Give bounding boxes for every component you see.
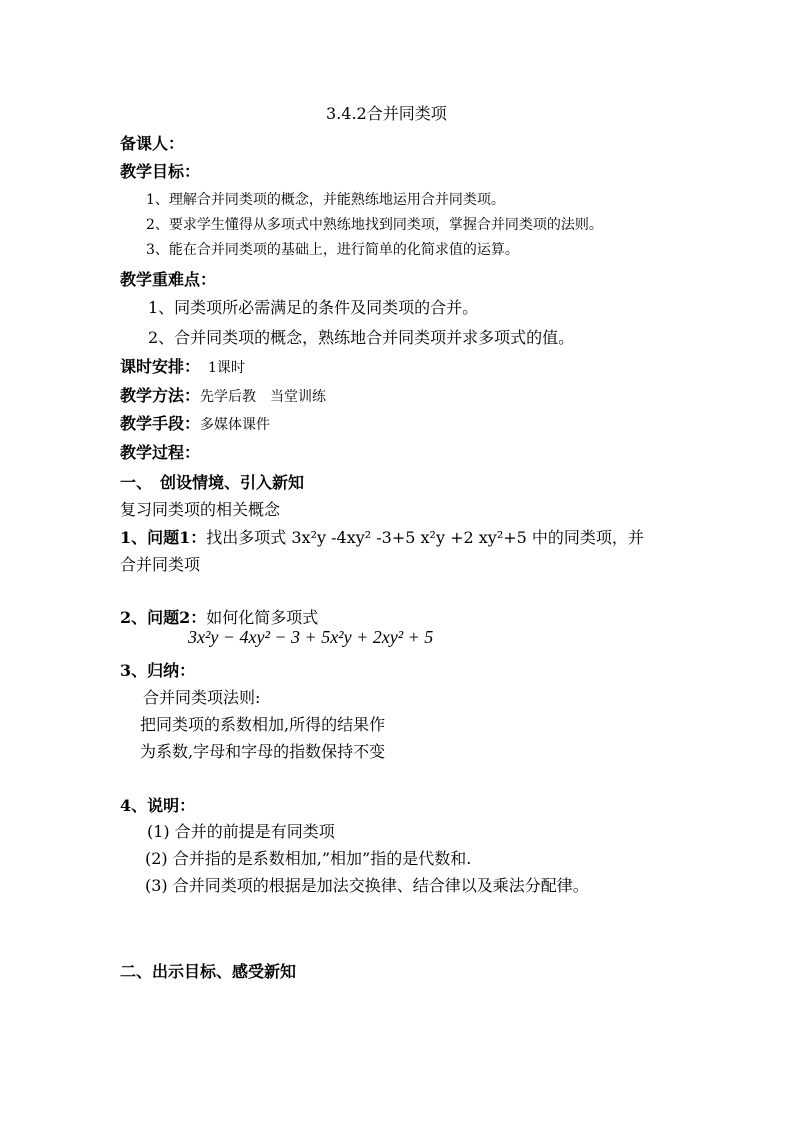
process-heading: 教学过程： (120, 443, 201, 462)
method-row (120, 386, 326, 406)
question-2-formula: 3x²y − 4xy² − 3 + 5x²y + 2xy² + 5 (188, 627, 434, 647)
goal-item-1: 1、理解合并同类项的概念，并能熟练地运用合并同类项。 (146, 192, 505, 208)
goals-heading: 教学目标： (120, 162, 201, 181)
goal-item-3: 3、能在合并同类项的基础上，进行简单的化简求值的运算。 (146, 242, 519, 258)
note-item-2: (2) 合并指的是系数相加,”相加”指的是代数和. (145, 849, 472, 868)
means-label: 教学手段： (120, 414, 201, 433)
page-title: 3.4.2合并同类项 (326, 104, 447, 123)
means-value: 多媒体课件 (200, 417, 271, 433)
note-item-1: (1) 合并的前提是有同类项 (147, 822, 335, 841)
summary-line-3: 为系数,字母和字母的指数保持不变 (140, 742, 386, 761)
summary-line-1: 合并同类项法则: (143, 688, 261, 707)
review-text: 复习同类项的相关概念 (120, 500, 281, 519)
key-point-item-2: 2、合并同类项的概念，熟练地合并同类项并求多项式的值。 (148, 328, 575, 347)
summary-label: 3、归纳： (120, 661, 196, 680)
schedule-row (120, 357, 245, 377)
schedule-label: 课时安排： (120, 357, 201, 376)
note-item-3: (3) 合并同类项的根据是加法交换律、结合律以及乘法分配律。 (145, 876, 589, 895)
question-1 (120, 528, 644, 547)
method-label: 教学方法： (120, 386, 201, 405)
question-1-continued: 合并同类项 (120, 555, 201, 574)
key-point-item-1: 1、同类项所必需满足的条件及同类项的合并。 (148, 298, 479, 317)
section-2-heading: 二、出示目标、感受新知 (120, 962, 297, 981)
goal-item-2: 2、要求学生懂得从多项式中熟练地找到同类项，掌握合并同类项的法则。 (146, 217, 603, 233)
means-row (120, 414, 270, 434)
question-2-label: 2、问题2： (120, 608, 207, 627)
summary-line-2: 把同类项的系数相加,所得的结果作 (140, 715, 386, 734)
question-1-label: 1、问题1： (120, 528, 207, 547)
method-value: 先学后教 当堂训练 (200, 389, 327, 405)
preparer-label: 备课人： (120, 134, 185, 153)
schedule-value: 1课时 (208, 360, 245, 376)
notes-label: 4、说明： (120, 796, 196, 815)
section-1-heading: 一、 创设情境、引入新知 (120, 473, 305, 492)
key-points-heading: 教学重难点： (120, 270, 217, 289)
question-1-text: 找出多项式 3x²y -4xy² -3+5 x²y +2 xy²+5 中的同类项，并 (206, 528, 644, 547)
question-2 (120, 608, 318, 627)
question-2-text: 如何化简多项式 (206, 608, 319, 627)
